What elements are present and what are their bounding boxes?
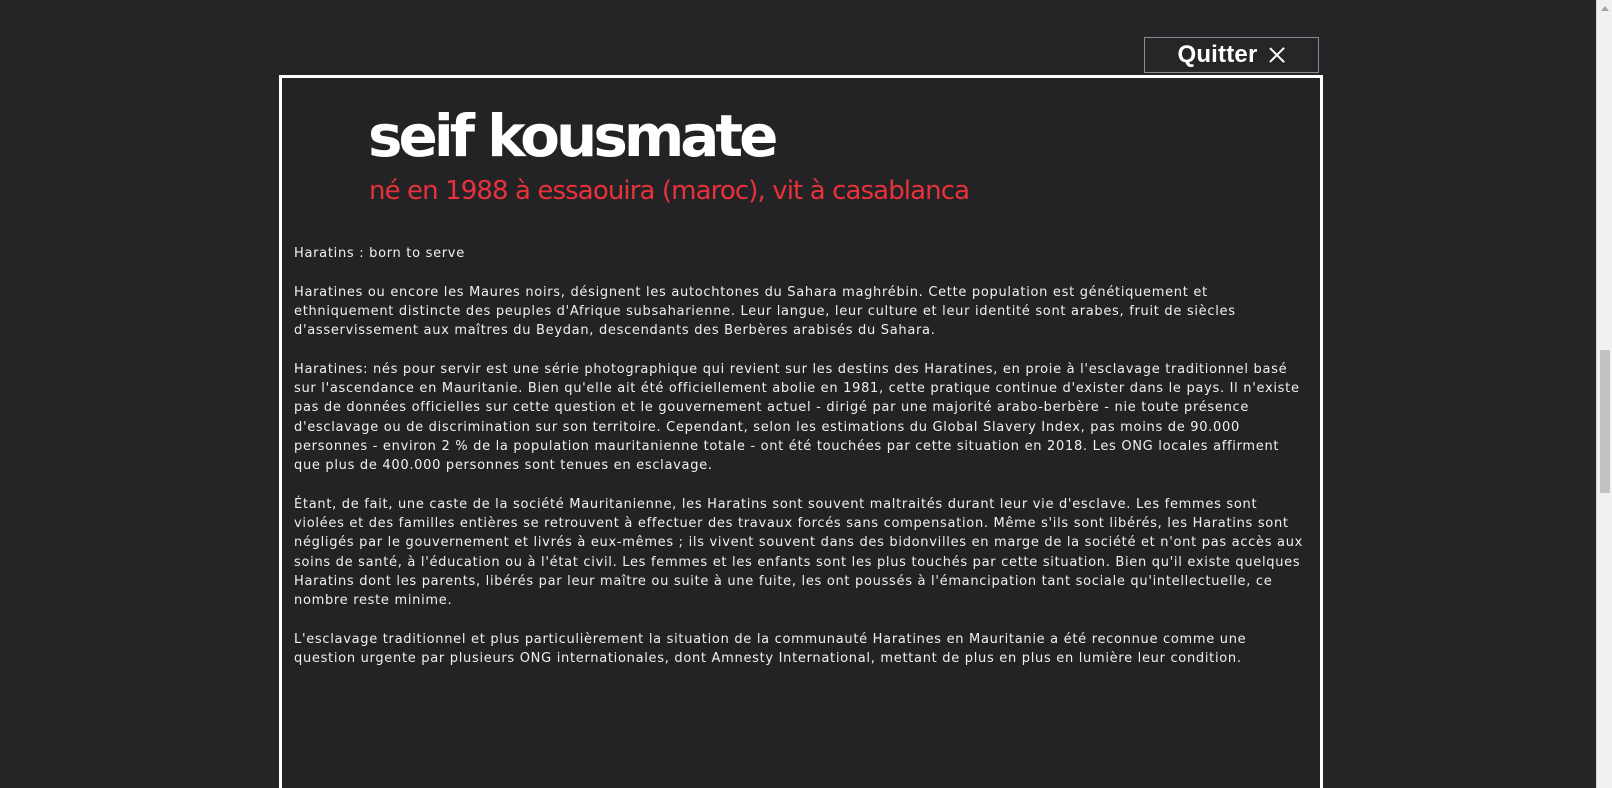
artist-modal [279,75,1323,788]
article-title: Haratins : born to serve [294,246,465,261]
artist-name: seif kousmate [368,102,775,170]
scrollbar-thumb[interactable] [1600,350,1610,493]
page-scrollbar[interactable] [1596,0,1612,788]
scroll-up-arrow-icon[interactable] [1601,6,1609,11]
quit-button[interactable] [1144,37,1319,73]
article-body [294,244,1309,688]
artist-subtitle: né en 1988 à essaouira (maroc), vit à casablanca [369,176,970,206]
close-icon [1268,46,1286,64]
article-paragraph: Étant, de fait, une caste de la société Mauritanienne, les Haratins sont souvent maltraités durant leur vie d'esclave. Les femmes sont violées et des familles entières se retrouvent à effectuer des travaux forcés sans compensation. Même s'ils sont libérés, les Haratins sont négligés par le gouvernement et livrés à eux-mêmes ; ils vivent souvent dans des bidonvilles en marge de la société et n'ont pas accès aux soins de santé, à l'éducation ou à l'état civil. Les femmes et les enfants sont les plus touchés par cette situation. Bien qu'il existe quelques Haratins dont les parents, libérés par leur maître ou suite à une fuite, les ont poussés à l'émancipation tant sociale qu'intellectuelle, ce nombre reste minime. [294,496,1304,609]
quit-label: Quitter [1177,41,1258,68]
article-paragraph: Haratines ou encore les Maures noirs, désignent les autochtones du Sahara maghrébin. Cette population est génétiquement et ethniquement distincte des peuples d'Afrique subsaharienne. Leur langue, leur culture et leur identité sont arabes, fruit de siècles d'asservissement aux maîtres du Beydan, descendants des Berbères arabisés du Sahara. [294,284,1236,339]
article-paragraph: L'esclavage traditionnel et plus particulièrement la situation de la communauté Haratines en Mauritanie a été reconnue comme une question urgente par plusieurs ONG internationales, dont Amnesty International, mettant de plus en plus en lumière leur condition. [294,631,1247,667]
article-paragraph: Haratines: nés pour servir est une série photographique qui revient sur les destins des Haratines, en proie à l'esclavage traditionnel basé sur l'ascendance en Mauritanie. Bien qu'elle ait été officiellement abolie en 1981, cette pratique continue d'exister dans le pays. Il n'existe pas de données officielles sur cette question et le gouvernement actuel - dirigé par une majorité arabo-berbère - nie toute présence d'esclavage ou de discrimination sur son territoire. Cependant, selon les estimations du Global Slavery Index, pas moins de 90.000 personnes - environ 2 % de la population mauritanienne totale - ont été touchées par cette situation en 2018. Les ONG locales affirment que plus de 400.000 personnes sont tenues en esclavage. [294,361,1300,474]
